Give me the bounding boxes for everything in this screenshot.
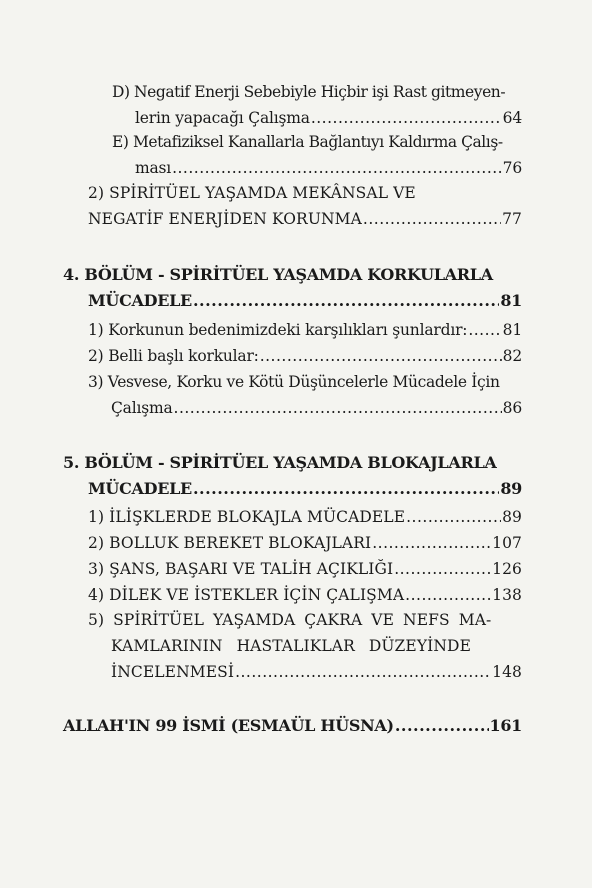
- toc-entry-abundance-blockage-page: 107: [492, 534, 522, 552]
- dot-leader: [468, 320, 501, 340]
- toc-entry-spiritual-spatial-line2: NEGATİF ENERJİDEN KORUNMA: [88, 210, 362, 228]
- toc-entry-relationship-blockage-row: [88, 507, 522, 527]
- toc-esmaul-husna: [63, 716, 522, 736]
- toc-entry-e-row: [112, 158, 522, 178]
- toc-entry-wishes-page: 138: [492, 586, 522, 604]
- dot-leader: [394, 559, 491, 579]
- toc-entry-abundance-blockage: [88, 533, 522, 553]
- dot-leader: [395, 716, 489, 736]
- toc-entry-d-row: [112, 108, 522, 128]
- toc-entry-vesvese-page: 86: [502, 399, 522, 417]
- toc-entry-fear-body: [88, 320, 522, 340]
- toc-chapter-4-line2: MÜCADELE: [88, 291, 192, 310]
- toc-entry-chakra-line1: 5) SPİRİTÜEL YAŞAMDA ÇAKRA VE NEFS MA-: [88, 611, 492, 629]
- toc-entry-d-line1: D) Negatif Enerji Sebebiyle Hiçbir işi Rast gitmeyen-: [112, 83, 506, 101]
- toc-entry-chakra-line2: KAMLARININ HASTALIKLAR DÜZEYİNDE: [111, 637, 471, 655]
- dot-leader: [372, 533, 491, 553]
- toc-entry-chakra-row: [88, 662, 522, 682]
- toc-esmaul-husna-page: 161: [489, 716, 522, 735]
- toc-entry-luck: [88, 559, 522, 579]
- toc-entry-relationship-blockage-page: 89: [502, 508, 522, 526]
- toc-entry-main-fears-row: [88, 346, 522, 366]
- toc-entry-main-fears-text: 2) Belli başlı korkular:: [88, 347, 259, 365]
- toc-entry-d-page: 64: [502, 109, 522, 127]
- dot-leader: [235, 662, 491, 682]
- toc-entry-luck-page: 126: [492, 560, 522, 578]
- dot-leader: [174, 398, 502, 418]
- toc-entry-chakra: [88, 610, 522, 682]
- toc-chapter-4: [63, 265, 522, 311]
- toc-entry-e-line1: E) Metafiziksel Kanallarla Bağlantıyı Kaldırma Çalış-: [112, 133, 503, 151]
- dot-leader: [193, 479, 499, 499]
- toc-esmaul-husna-row: [63, 716, 522, 736]
- toc-chapter-5: [63, 453, 522, 499]
- toc-entry-e-page: 76: [502, 159, 522, 177]
- toc-chapter-4-title: 4. BÖLÜM - SPİRİTÜEL YAŞAMDA KORKULARLA: [63, 265, 493, 284]
- toc-entry-vesvese-line1: 3) Vesvese, Korku ve Kötü Düşüncelerle Mücadele İçin: [88, 373, 500, 391]
- toc-entry-d-line2: lerin yapacağı Çalışma: [135, 109, 310, 127]
- dot-leader: [406, 507, 501, 527]
- toc-entry-vesvese-row: [88, 398, 522, 418]
- toc-entry-spiritual-spatial-row: [88, 209, 522, 229]
- dot-leader: [172, 158, 502, 178]
- toc-entry-fear-body-text: 1) Korkunun bedenimizdeki karşılıkları şunlardır:: [88, 321, 468, 339]
- toc-chapter-4-row: [63, 291, 522, 311]
- toc-entry-wishes-row: [88, 585, 522, 605]
- dot-leader: [311, 108, 502, 128]
- toc-chapter-5-page: 89: [500, 479, 522, 498]
- toc-entry-wishes-text: 4) DİLEK VE İSTEKLER İÇİN ÇALIŞMA: [88, 586, 405, 604]
- toc-entry-abundance-blockage-text: 2) BOLLUK BEREKET BLOKAJLARI: [88, 534, 372, 552]
- toc-entry-e-line2: ması: [135, 159, 172, 177]
- toc-chapter-4-page: 81: [500, 291, 522, 310]
- toc-entry-abundance-blockage-row: [88, 533, 522, 553]
- toc-chapter-5-title: 5. BÖLÜM - SPİRİTÜEL YAŞAMDA BLOKAJLARLA: [63, 453, 497, 472]
- toc-entry-relationship-blockage: [88, 507, 522, 527]
- toc-entry-luck-text: 3) ŞANS, BAŞARI VE TALİH AÇIKLIĞI: [88, 560, 394, 578]
- toc-entry-spiritual-spatial-line1: 2) SPİRİTÜEL YAŞAMDA MEKÂNSAL VE: [88, 184, 416, 202]
- toc-entry-vesvese-line2: Çalışma: [111, 399, 173, 417]
- toc-esmaul-husna-text: ALLAH'IN 99 İSMİ (ESMAÜL HÜSNA): [63, 716, 394, 735]
- toc-chapter-5-line2: MÜCADELE: [88, 479, 192, 498]
- toc-entry-chakra-line3: İNCELENMESİ: [111, 663, 235, 681]
- toc-entry-main-fears: [88, 346, 522, 366]
- toc-entry-spiritual-spatial: [88, 183, 522, 229]
- dot-leader: [405, 585, 491, 605]
- toc-entry-chakra-page: 148: [492, 663, 522, 681]
- toc-entry-luck-row: [88, 559, 522, 579]
- toc-entry-main-fears-page: 82: [502, 347, 522, 365]
- toc-entry-wishes: [88, 585, 522, 605]
- toc-chapter-5-row: [63, 479, 522, 499]
- dot-leader: [363, 209, 501, 229]
- dot-leader: [193, 291, 499, 311]
- dot-leader: [260, 346, 502, 366]
- toc-entry-vesvese: [88, 372, 522, 418]
- toc-entry-fear-body-page: 81: [502, 321, 522, 339]
- toc-entry-spiritual-spatial-page: 77: [502, 210, 522, 228]
- toc-entry-relationship-blockage-text: 1) İLİŞKLERDE BLOKAJLA MÜCADELE: [88, 508, 406, 526]
- toc-entry-d: [112, 82, 522, 128]
- toc-entry-fear-body-row: [88, 320, 522, 340]
- toc-entry-e: [112, 132, 522, 178]
